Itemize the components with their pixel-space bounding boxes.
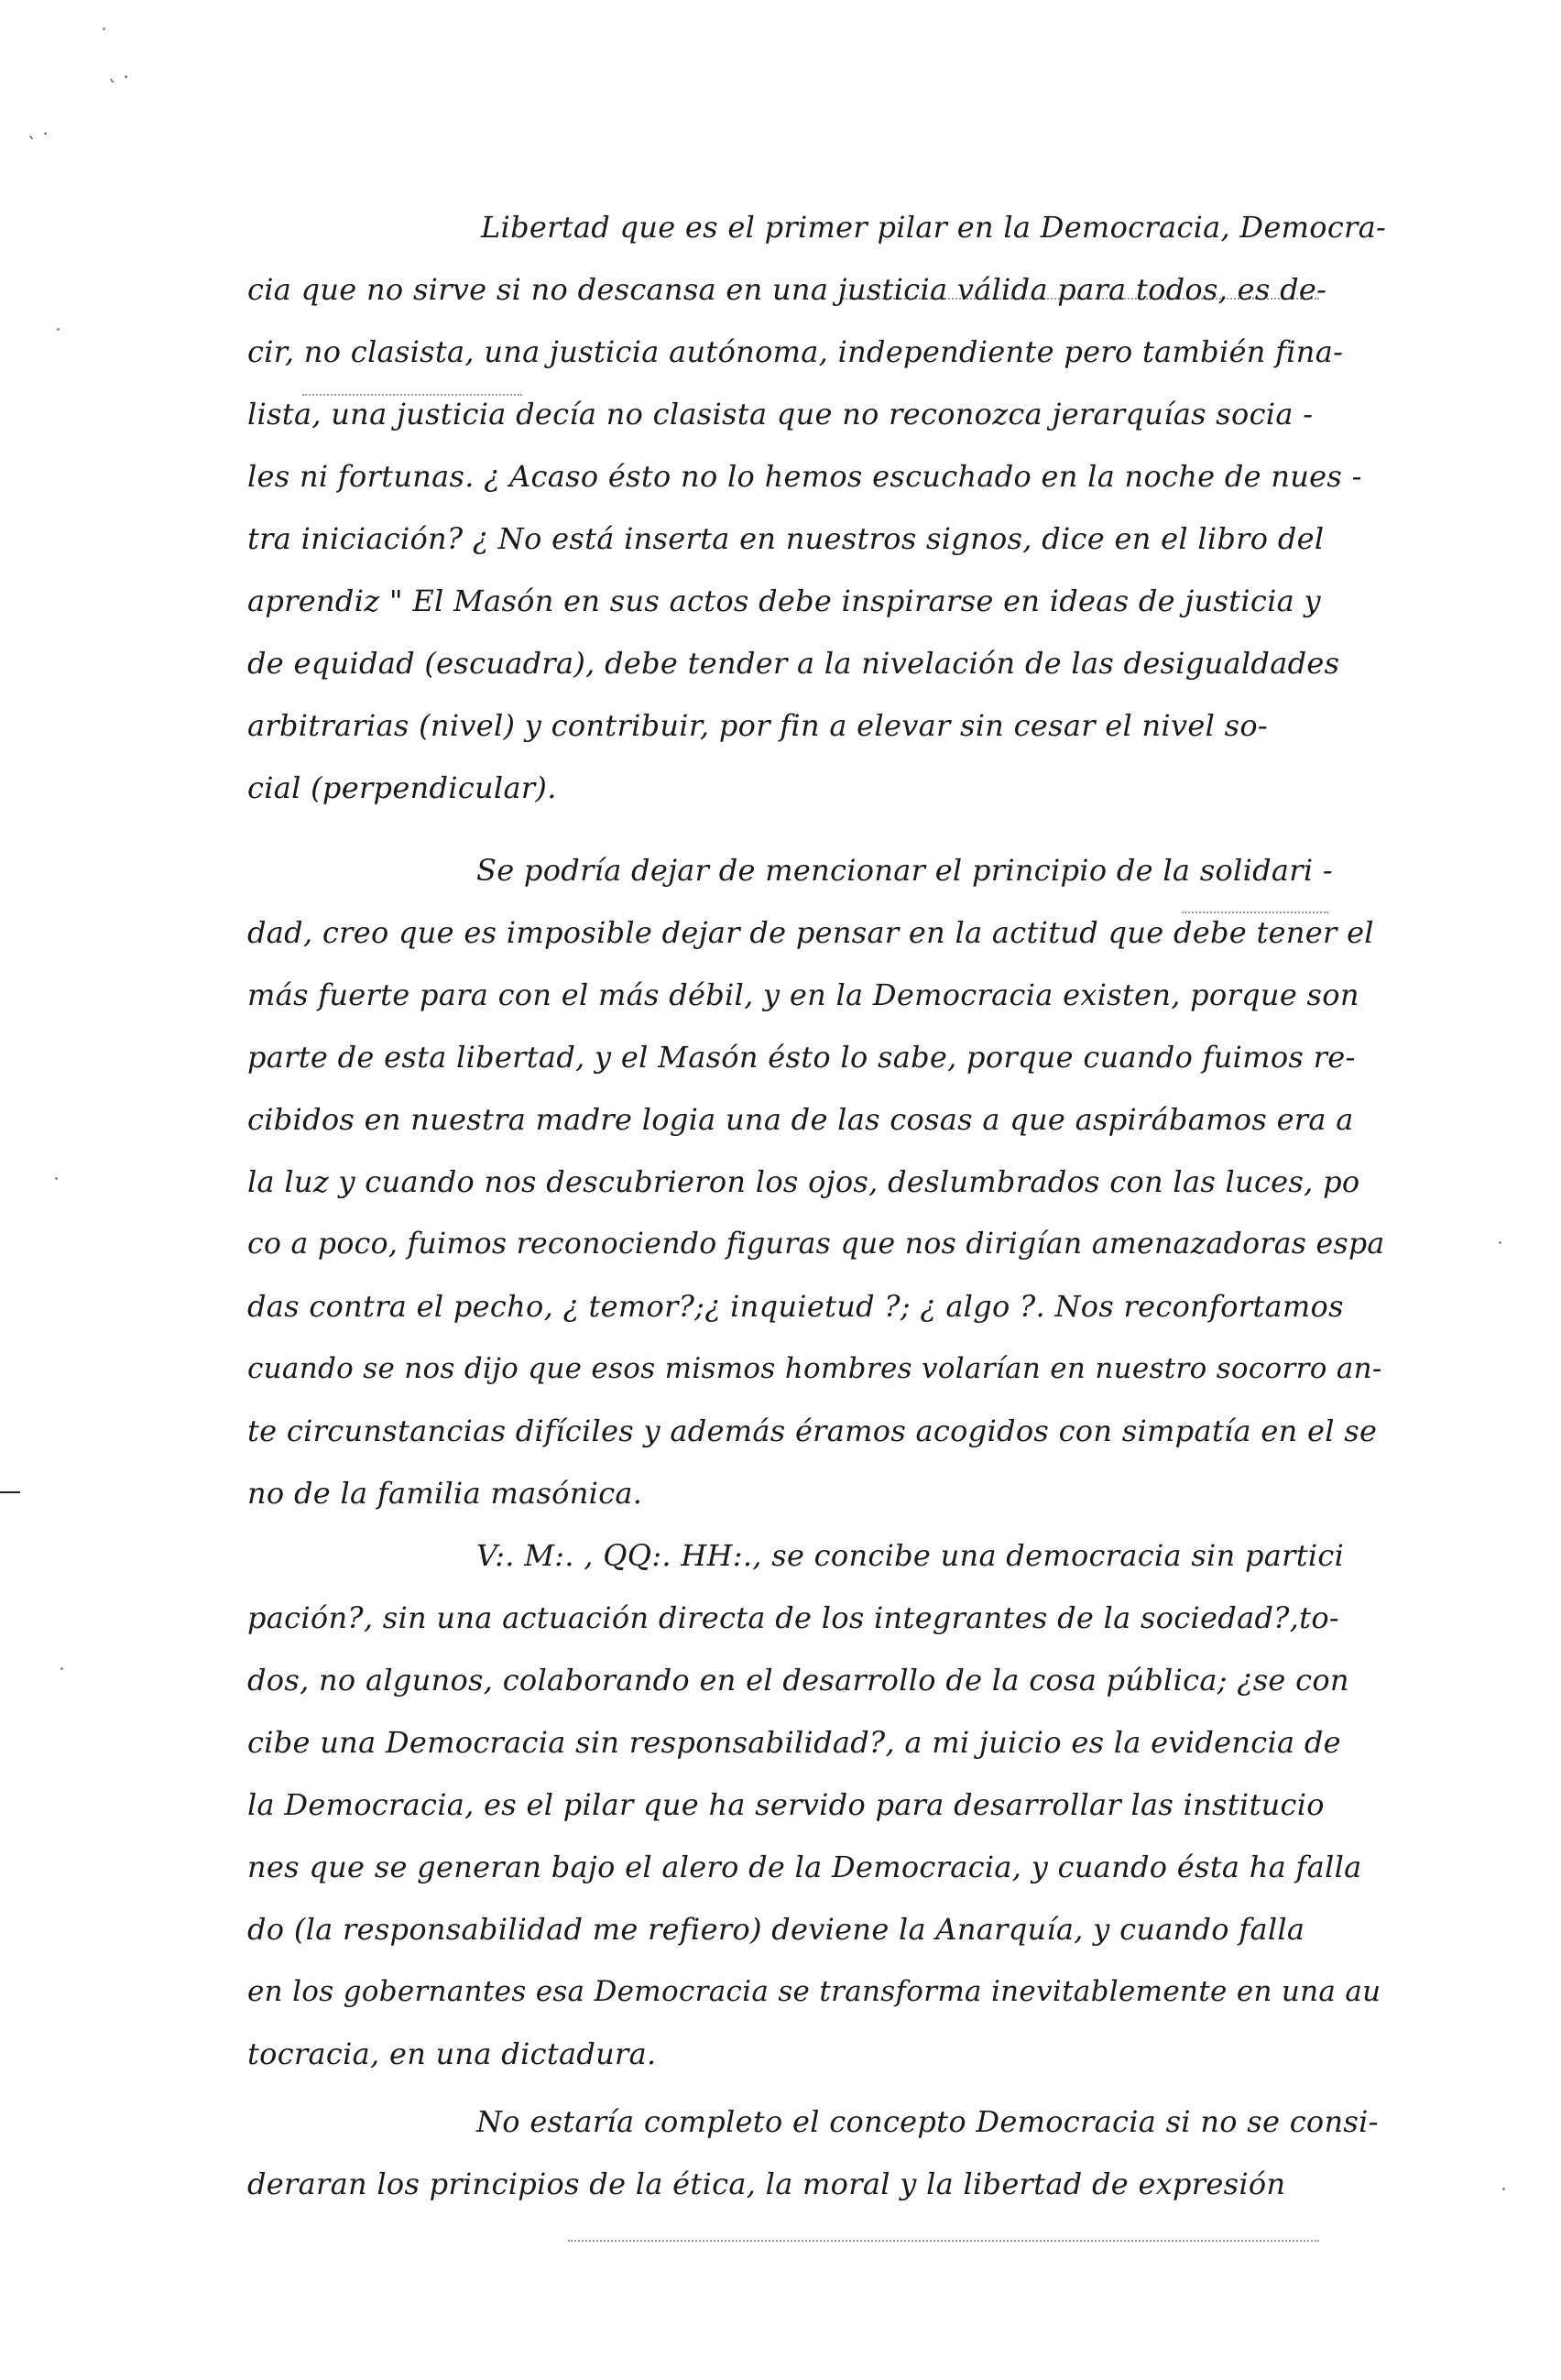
text-line: V:. M:. , QQ:. HH:., se concibe una democracia sin partici [476,1538,1345,1573]
text-line: no de la familia masónica. [247,1476,643,1511]
text-line: la Democracia, es el pilar que ha servido para desarrollar las institucio [247,1787,1325,1822]
text-line: pación?, sin una actuación directa de los integrantes de la sociedad?,to- [247,1600,1339,1635]
text-line: en los gobernantes esa Democracia se transforma inevitablemente en una au [247,1975,1381,2008]
pencil-underline [568,2240,1319,2242]
text-line: parte de esta libertad, y el Masón ésto lo sabe, porque cuando fuimos re- [247,1040,1356,1075]
scan-dot [103,27,105,30]
text-line: cial (perpendicular). [247,770,557,805]
scan-dot [1502,2188,1505,2190]
text-line: tocracia, en una dictadura. [247,2036,657,2071]
text-line: dad, creo que es imposible dejar de pensar en la actitud que debe tener el [247,915,1374,950]
text-line: de equidad (escuadra), debe tender a la nivelación de las desigualdades [247,646,1340,681]
text-line: deraran los principios de la ética, la moral y la libertad de expresión [247,2167,1286,2201]
text-line: Se podría dejar de mencionar el principio de la solidari - [476,853,1333,888]
text-line: No estaría completo el concepto Democracia si no se consi- [476,2104,1379,2139]
margin-tick [0,1491,20,1493]
text-line: les ni fortunas. ¿ Acaso ésto no lo hemos escuchado en la noche de nues - [247,459,1362,494]
text-line: cia que no sirve si no descansa en una justicia válida para todos, es de- [247,272,1327,307]
scan-dot [55,1177,58,1180]
pencil-underline [1182,912,1328,913]
scan-dot [57,328,60,331]
text-line: cir, no clasista, una justicia autónoma, independiente pero también fina- [247,334,1344,369]
scan-mark: ˎ . [27,117,49,139]
text-line: dos, no algunos, colaborando en el desarrollo de la cosa pública; ¿se con [247,1663,1349,1698]
text-line: nes que se generan bajo el alero de la Democracia, y cuando ésta ha falla [247,1850,1362,1884]
text-line: lista, una justicia decía no clasista que no reconozca jerarquías socia - [247,397,1314,431]
text-line: te circunstancias difíciles y además éramos acogidos con simpatía en el se [247,1414,1378,1448]
text-line: cuando se nos dijo que esos mismos hombres volarían en nuestro socorro an- [247,1352,1382,1385]
text-line: arbitrarias (nivel) y contribuir, por fin a elevar sin cesar el nivel so- [247,708,1268,743]
text-line: cibidos en nuestra madre logia una de las cosas a que aspirábamos era a [247,1102,1354,1137]
scan-mark: ˎ . [108,60,129,82]
text-line: co a poco, fuimos reconociendo figuras que nos dirigían amenazadoras espa [247,1228,1385,1261]
text-line: das contra el pecho, ¿ temor?;¿ inquietud ?; ¿ algo ?. Nos reconfortamos [247,1289,1344,1324]
text-line: más fuerte para con el más débil, y en la Democracia existen, porque son [247,977,1359,1012]
text-line: cibe una Democracia sin responsabilidad?, a mi juicio es la evidencia de [247,1725,1341,1760]
scan-dot [60,1667,63,1670]
text-line: Libertad que es el primer pilar en la Democracia, Democra- [481,210,1387,245]
text-line: aprendiz " El Masón en sus actos debe inspirarse en ideas de justicia y [247,584,1321,618]
scan-dot [1499,1241,1501,1244]
text-line: la luz y cuando nos descubrieron los ojos, deslumbrados con las luces, po [247,1164,1360,1199]
text-line: do (la responsabilidad me refiero) deviene la Anarquía, y cuando falla [247,1912,1305,1947]
text-line: tra iniciación? ¿ No está inserta en nuestros signos, dice en el libro del [247,521,1325,556]
